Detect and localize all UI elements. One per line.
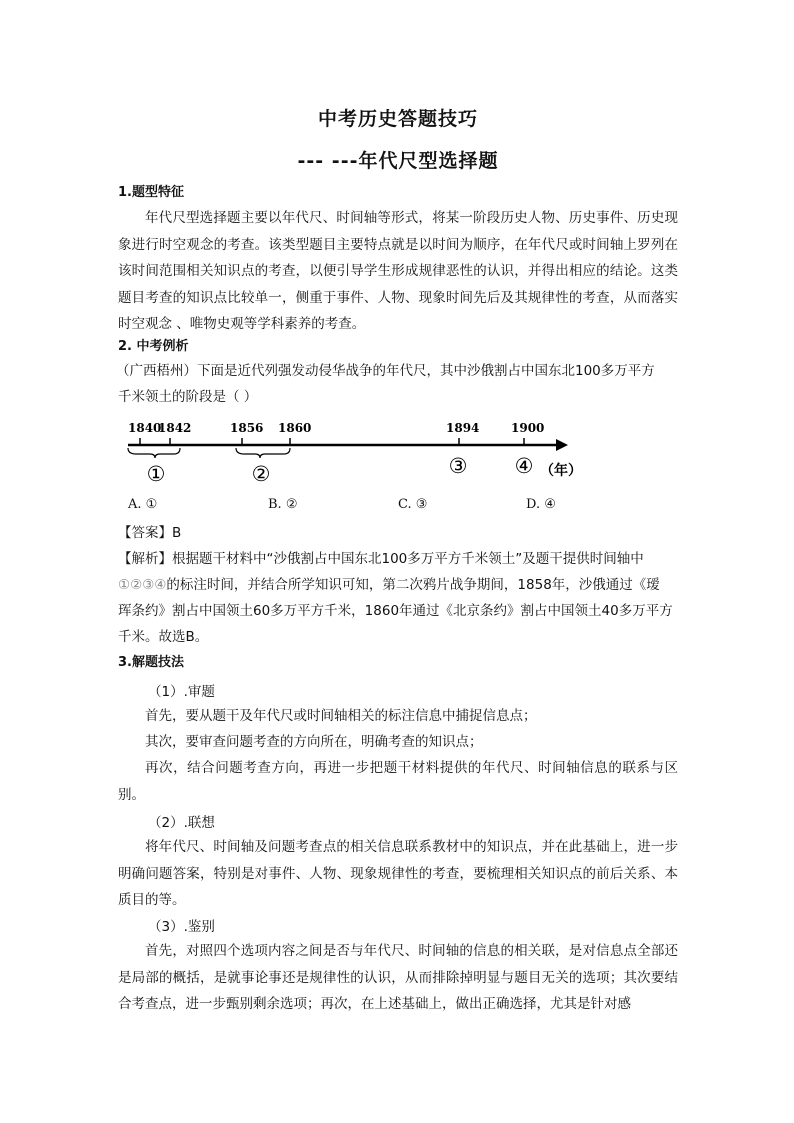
step1-p2: 其次，要审查问题考查的方向所在，明确考查的知识点；	[145, 734, 483, 750]
year-label-1840: 1840	[128, 421, 162, 435]
answer: 【答案】B	[118, 525, 182, 541]
marker-1: ①	[146, 462, 166, 486]
option-a: A. ①	[128, 497, 158, 512]
year-label-1894: 1894	[446, 421, 480, 435]
step3-p1: 首先，对照四个选项内容之间是否与年代尺、时间轴的信息的相关联，是对信息点全部还是局部的概括，是就事论事还是规律性的认识，从而排除掉明显与题目无关的选项；其次要结合考查点，进一步甄别剩余选项；再次，在上述基础上，做出正确选择，尤其是针对感	[118, 943, 678, 1012]
year-label-1842: 1842	[158, 421, 192, 435]
analysis-line-1	[118, 546, 678, 573]
year-label-1900: 1900	[511, 421, 545, 435]
analysis-line-2	[118, 572, 678, 599]
option-c: C. ③	[398, 497, 428, 512]
timeline-arrow	[556, 439, 568, 451]
marker-4: ④	[514, 454, 534, 478]
section2-heading: 2. 中考例析	[118, 339, 189, 354]
step2-p1: 将年代尺、时间轴及问题考查点的相关信息联系教材中的知识点，并在此基础上，进一步明确问题答案，特别是对事件、人物、现象规律性的考查，要梳理相关知识点的前后关系、本质目的等。	[118, 839, 678, 908]
year-label-1860: 1860	[278, 421, 312, 435]
analysis-label: 【解析】	[118, 551, 172, 567]
unit-label: （年）	[540, 463, 582, 479]
analysis-line-4: 千米。故选B。	[118, 629, 209, 645]
document-title: 中考历史答题技巧	[317, 108, 478, 130]
analysis-line-2-text: 的标注时间，并结合所学知识可知，第二次鸦片战争期间，1858年，沙俄通过《瑷	[166, 577, 660, 593]
section3-heading: 3.解题技法	[118, 655, 184, 670]
year-label-1856: 1856	[230, 421, 264, 435]
step1-title: （1）.审题	[148, 684, 215, 700]
option-b: B. ②	[268, 497, 298, 512]
marker-3: ③	[448, 454, 468, 478]
section1-heading: 1.题型特征	[118, 185, 184, 200]
question-line-1: （广西梧州）下面是近代列强发动侵华战争的年代尺，其中沙俄割占中国东北100多万平方	[116, 363, 655, 379]
analysis-text: 根据题干材料中“沙俄割占中国东北100多万平方千米领土”及题干提供时间轴中	[172, 551, 644, 567]
step1-p3: 再次，结合问题考查方向，再进一步把题干材料提供的年代尺、时间轴信息的联系与区别。	[118, 760, 678, 803]
analysis-line-3: 珲条约》割占中国领土60多万平方千米，1860年通过《北京条约》割占中国领土40多万平方	[118, 603, 673, 619]
marker-2: ②	[251, 462, 271, 486]
section1-body: 年代尺型选择题主要以年代尺、时间轴等形式，将某一阶段历史人物、历史事件、历史现象进行时空观念的考查。该类型题目主要特点就是以时间为顺序，在年代尺或时间轴上罗列在该时间范围相关知识点的考查，以便引导学生形成规律恶性的认识，并得出相应的结论。这类题目考查的知识点比较单一，侧重于事件、人物、现象时间先后及其规律性的考查，从而落实时空观念 、唯物史观等学科素养的考查。	[118, 210, 678, 332]
step3-title: （3）.鉴别	[148, 919, 215, 935]
document-subtitle: --- ---年代尺型选择题	[297, 150, 499, 172]
timeline-chart	[118, 415, 598, 490]
step2-title: （2）.联想	[148, 815, 215, 831]
question-line-2: 千米领土的阶段是（ ）	[118, 389, 258, 405]
brace-2	[236, 448, 290, 458]
step1-p1: 首先，要从题干及年代尺或时间轴相关的标注信息中捕捉信息点；	[145, 708, 537, 724]
brace-1	[128, 448, 180, 458]
analysis-markers: ①②③④	[118, 577, 167, 593]
option-d: D. ④	[526, 497, 556, 512]
